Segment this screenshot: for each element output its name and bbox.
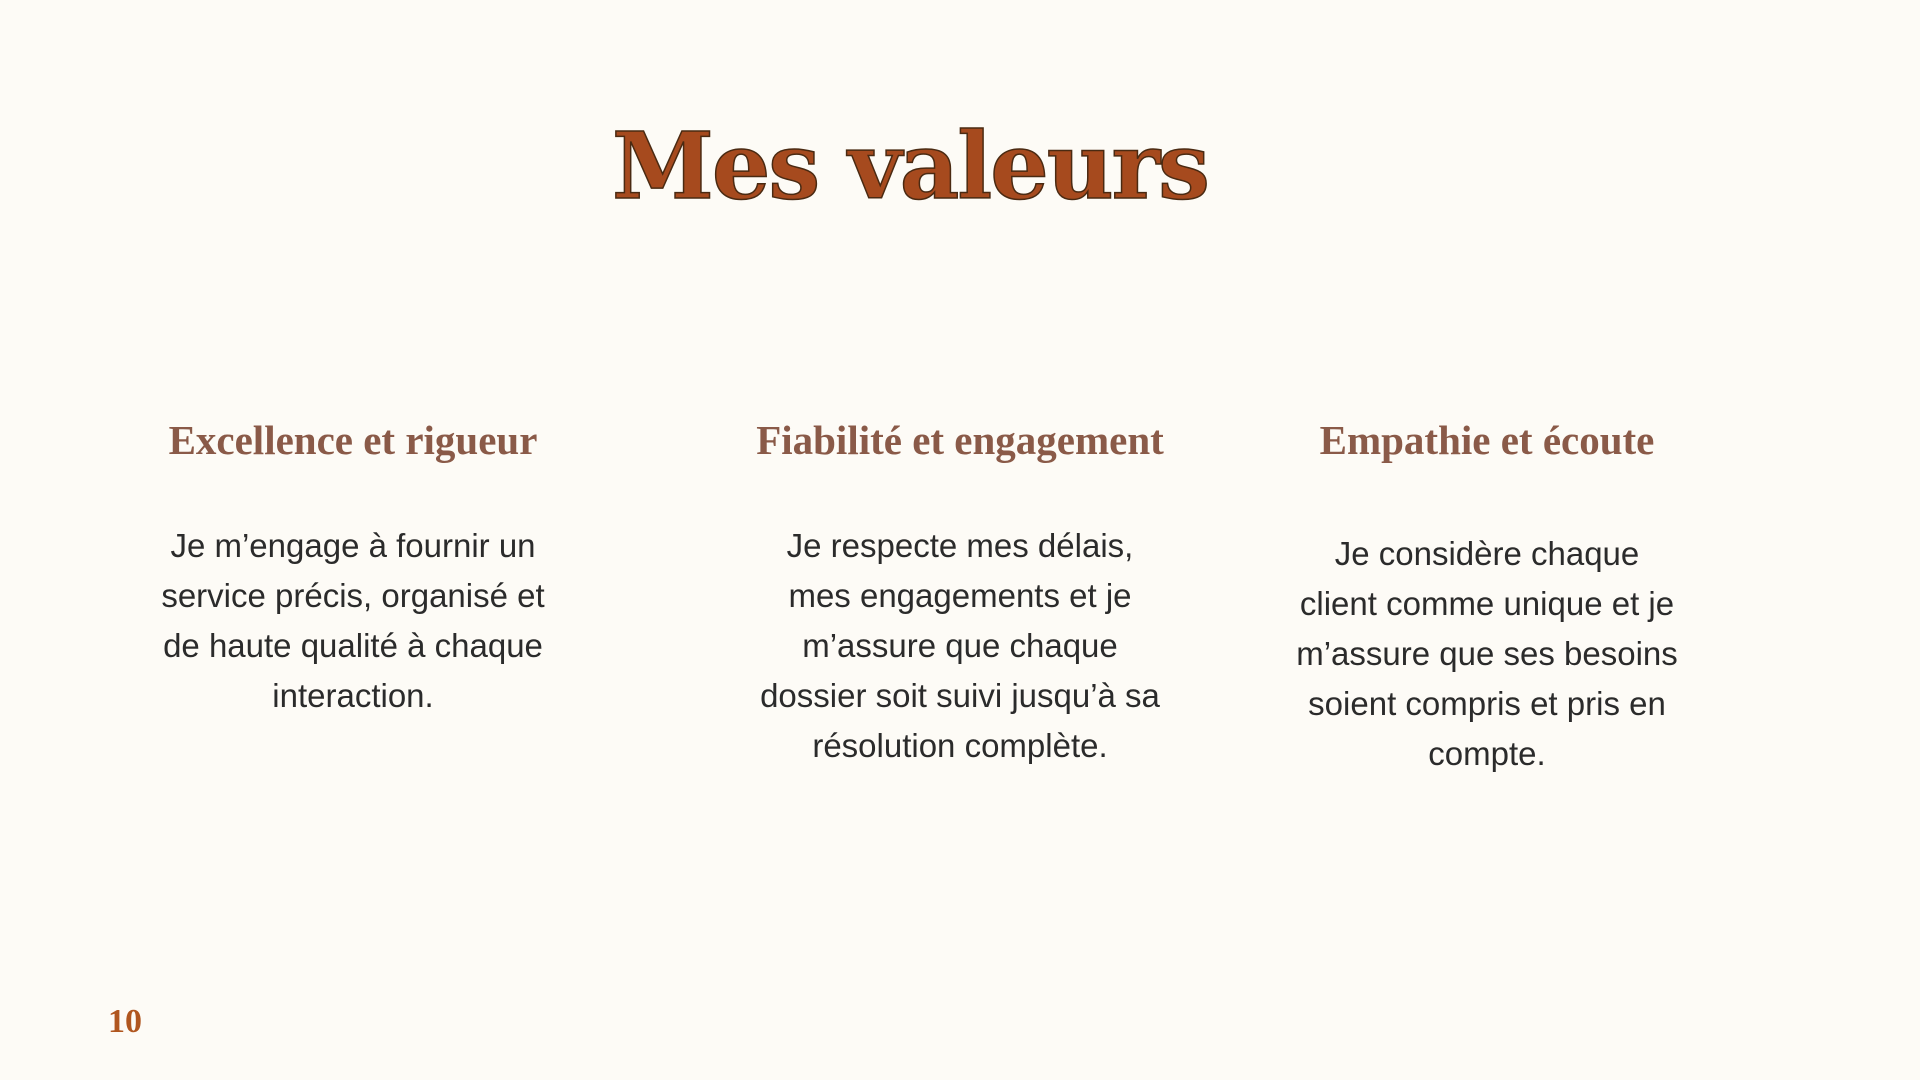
value-heading: Empathie et écoute [1319, 417, 1655, 463]
value-column-empathie [1227, 417, 1747, 779]
page-number: 10 [108, 1003, 142, 1040]
value-heading: Excellence et rigueur [168, 417, 538, 463]
value-description: Je respecte mes délais, mes engagements et je m’assure que chaque dossier soit suivi jusqu’à sa résolution complète. [760, 527, 1160, 764]
value-column-fiabilite [700, 417, 1220, 771]
page-title: Mes valeurs [612, 112, 1208, 220]
value-column-excellence [93, 417, 613, 721]
value-heading: Fiabilité et engagement [756, 417, 1164, 463]
value-description: Je m’engage à fournir un service précis, organisé et de haute qualité à chaque interaction. [161, 527, 545, 714]
value-description: Je considère chaque client comme unique et je m’assure que ses besoins soient compris et pris en compte. [1296, 535, 1678, 772]
